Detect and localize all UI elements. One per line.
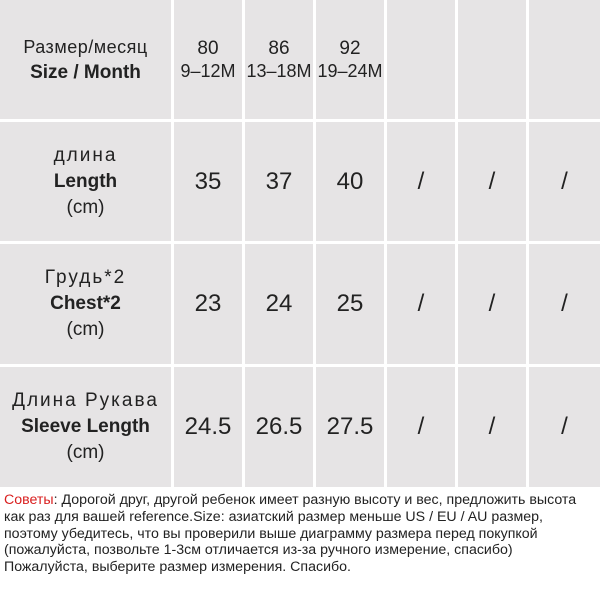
header-size-80	[174, 0, 245, 122]
table-cell: /	[529, 122, 600, 244]
header-empty-cell	[387, 0, 458, 122]
table-cell: 37	[245, 122, 316, 244]
notes-closing: Пожалуйста, выберите размер измерения. Спасибо.	[4, 559, 351, 576]
notes-paragraph	[4, 492, 598, 559]
header-label-cell	[0, 0, 174, 122]
table-cell: /	[529, 244, 600, 367]
table-cell: 26.5	[245, 367, 316, 490]
notes-prefix: Советы	[4, 492, 54, 508]
row-label-sleeve	[0, 367, 174, 490]
header-size-86	[245, 0, 316, 122]
table-cell: 40	[316, 122, 387, 244]
row-label-ru: длина	[53, 144, 118, 166]
header-size-92	[316, 0, 387, 122]
size-months: 13–18M	[246, 60, 312, 81]
table-cell: 23	[174, 244, 245, 367]
header-label-ru: Размер/месяц	[23, 36, 148, 57]
table-cell: /	[387, 244, 458, 367]
row-label-ru: Длина Рукава	[12, 390, 159, 411]
row-label-en: Length	[53, 170, 118, 192]
size-value: 80	[197, 37, 219, 59]
table-cell: 24	[245, 244, 316, 367]
size-notes	[4, 492, 598, 576]
table-cell: /	[529, 367, 600, 490]
table-cell: /	[387, 122, 458, 244]
table-cell: 25	[316, 244, 387, 367]
table-cell: /	[458, 122, 529, 244]
notes-text: : Дорогой друг, другой ребенок имеет разную высоту и вес, предложить высота как раз для вашей reference.Size: азиатский размер меньше US / EU / AU размер, поэтому убедитесь, что вы проверили выше диаграмму размера перед покупкой (пожалуйста, позвольте 1-3см отличается из-за ручного измерение, спасибо)	[4, 492, 577, 559]
size-months: 19–24M	[317, 60, 383, 81]
row-label-length	[0, 122, 174, 244]
table-cell: /	[458, 244, 529, 367]
size-months: 9–12M	[180, 60, 236, 81]
table-cell: /	[387, 367, 458, 490]
header-empty-cell	[529, 0, 600, 122]
row-label-unit: (cm)	[66, 442, 105, 463]
row-label-chest	[0, 244, 174, 367]
table-cell: 27.5	[316, 367, 387, 490]
header-label-en: Size / Month	[30, 61, 141, 83]
header-empty-cell	[458, 0, 529, 122]
row-label-unit: (cm)	[66, 196, 105, 218]
row-label-unit: (cm)	[66, 319, 105, 340]
size-value: 86	[268, 37, 290, 59]
table-cell: 24.5	[174, 367, 245, 490]
table-cell: /	[458, 367, 529, 490]
size-value: 92	[339, 37, 361, 59]
table-cell: 35	[174, 122, 245, 244]
row-label-en: Sleeve Length	[21, 416, 150, 437]
row-label-ru: Грудь*2	[44, 267, 127, 288]
row-label-en: Chest*2	[50, 293, 121, 314]
